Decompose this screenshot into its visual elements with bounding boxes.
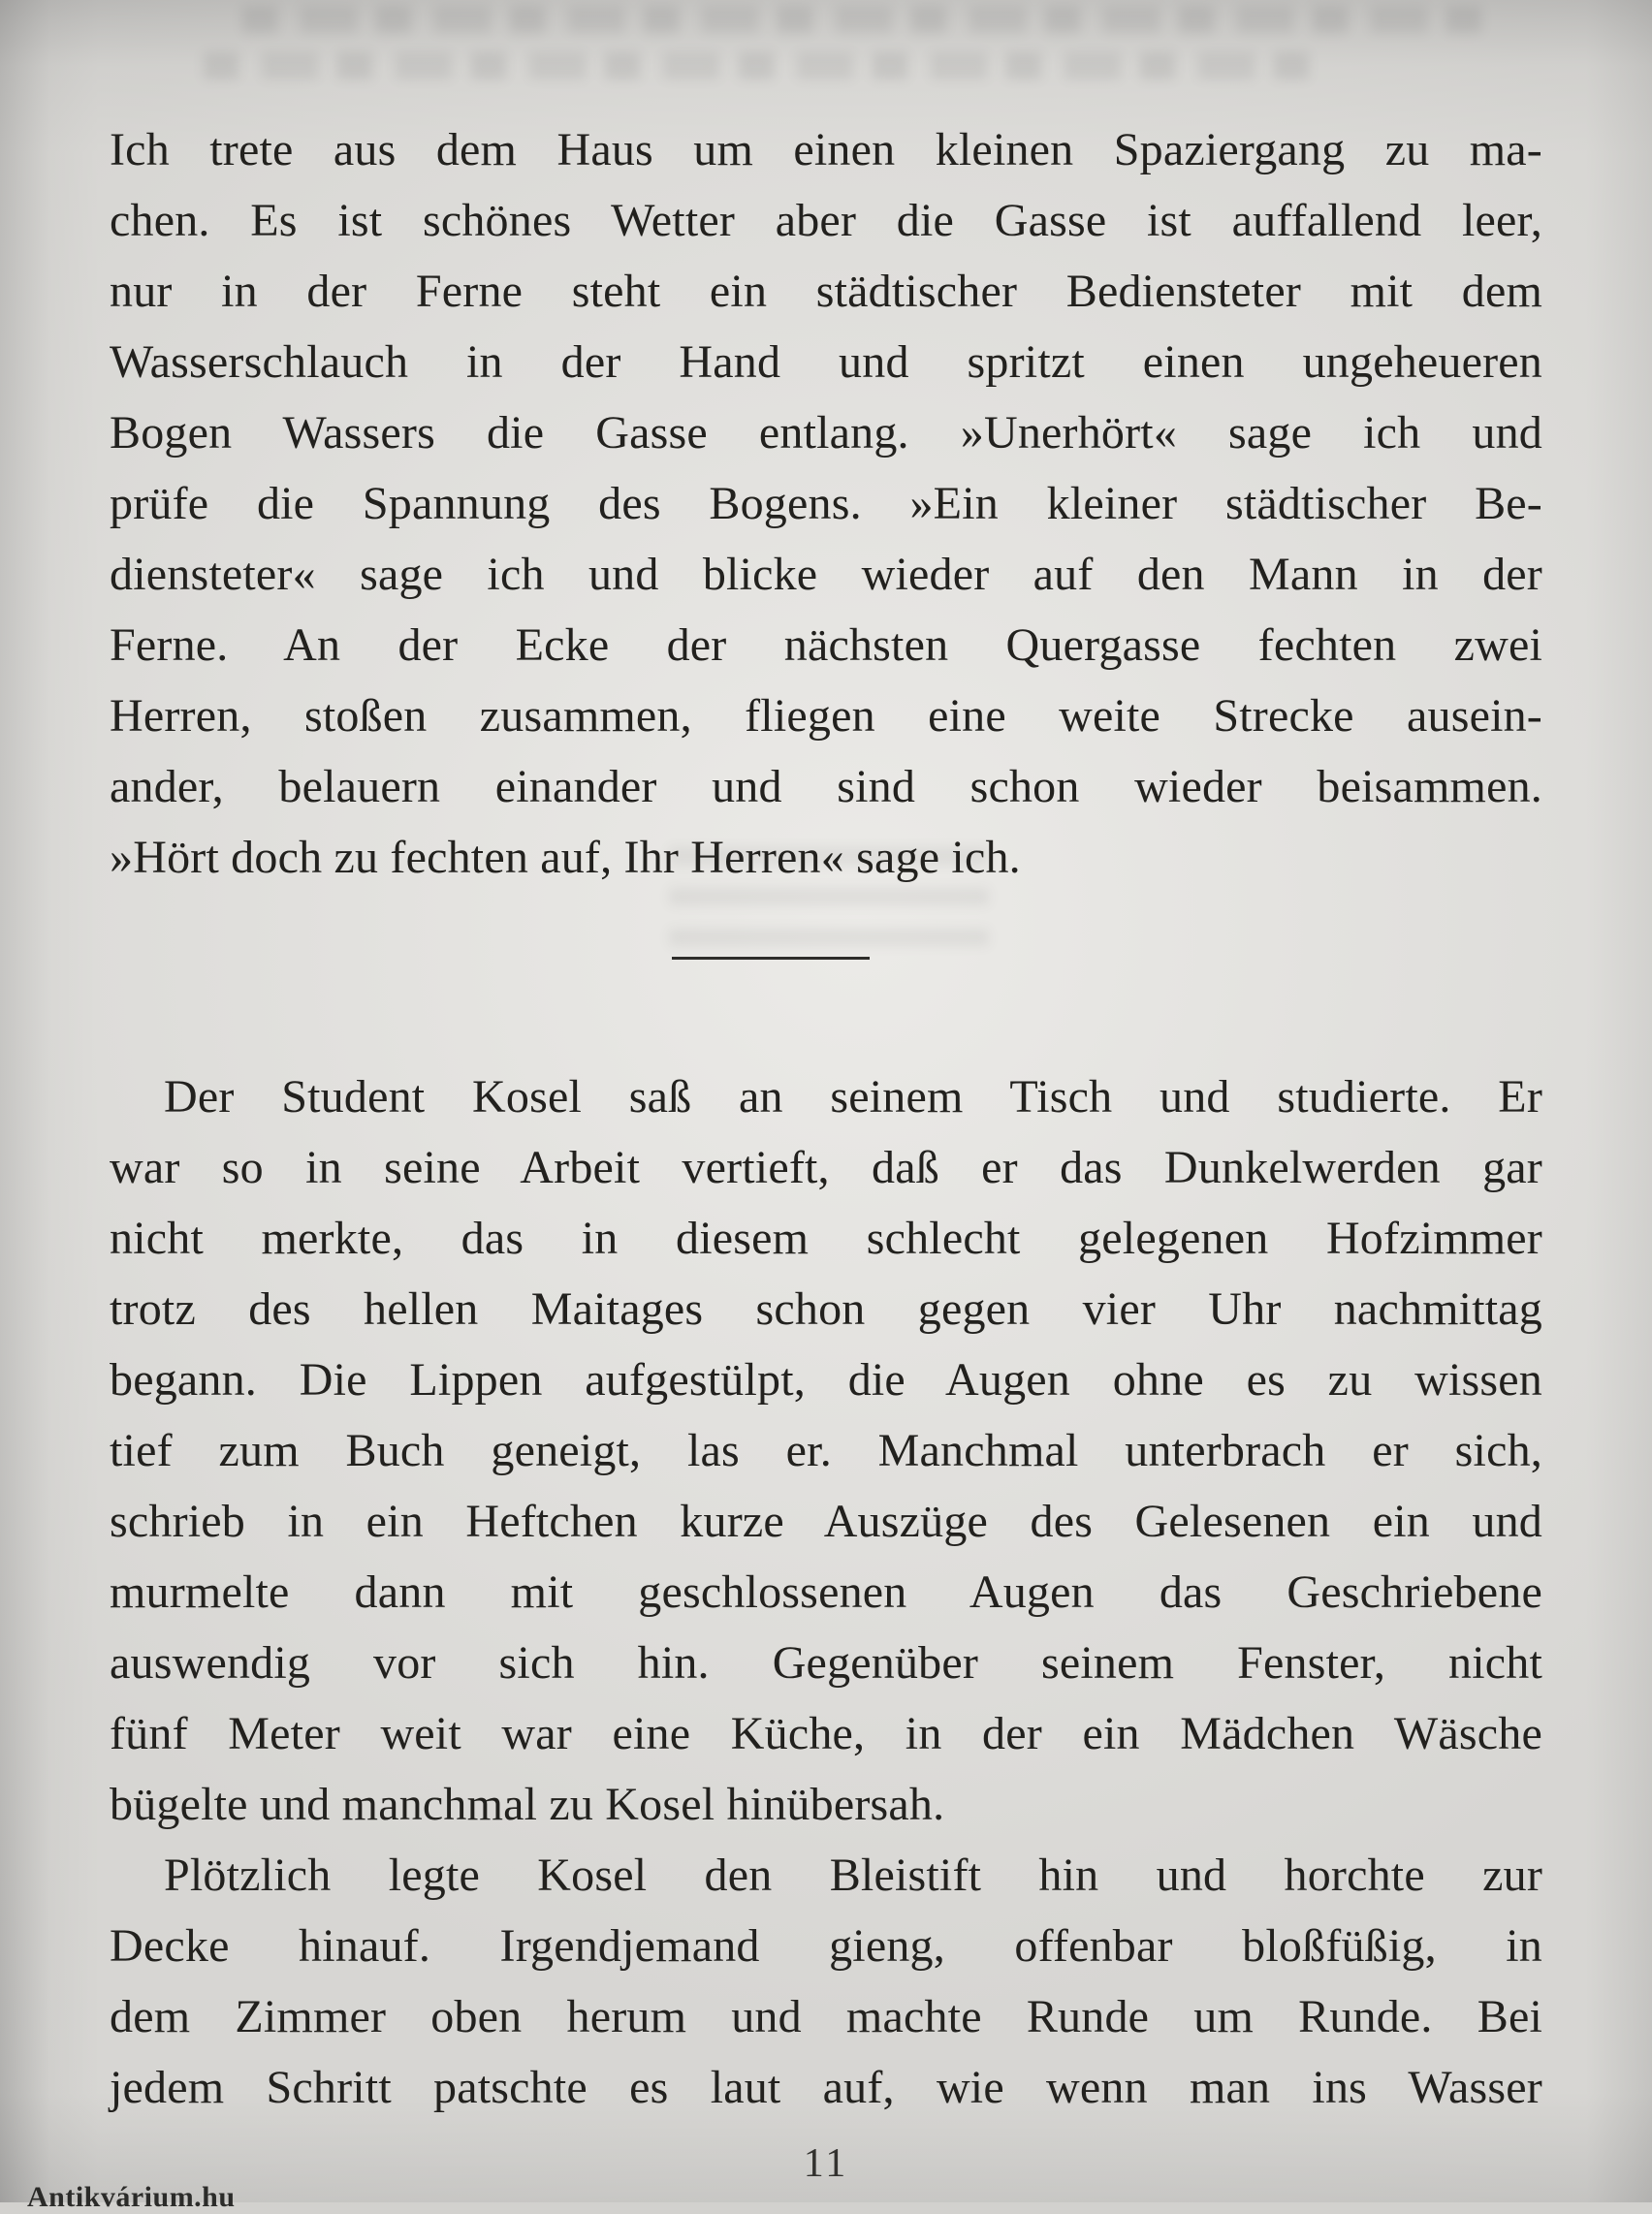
text-line: begann. Die Lippen aufgestülpt, die Augen ohne es zu wissen: [110, 1354, 1542, 1406]
text-line: dem Zimmer oben herum und machte Runde um Runde. Bei: [110, 1991, 1542, 2042]
text-line: Bogen Wassers die Gasse entlang. »Unerhört« sage ich und: [110, 407, 1542, 459]
text-line: nicht merkte, das in diesem schlecht gelegenen Hofzimmer: [110, 1213, 1542, 1264]
text-line: Decke hinauf. Irgendjemand gieng, offenbar bloßfüßig, in: [110, 1920, 1542, 1972]
text-line: »Hört doch zu fechten auf, Ihr Herren« sage ich.: [110, 832, 1021, 883]
text-line: fünf Meter weit war eine Küche, in der ein Mädchen Wäsche: [110, 1708, 1542, 1759]
paragraph: [110, 1061, 1542, 1840]
text-line: Ich trete aus dem Haus um einen kleinen Spaziergang zu ma-: [110, 124, 1542, 175]
section-divider: [672, 957, 870, 960]
text-line: jedem Schritt patschte es laut auf, wie wenn man ins Wasser: [110, 2062, 1542, 2113]
text-line: prüfe die Spannung des Bogens. »Ein kleiner städtischer Be-: [110, 478, 1542, 529]
text-line: trotz des hellen Maitages schon gegen vier Uhr nachmittag: [110, 1283, 1542, 1335]
text-line: murmelte dann mit geschlossenen Augen das Geschriebene: [110, 1566, 1542, 1618]
text-line: Ferne. An der Ecke der nächsten Quergasse fechten zwei: [110, 619, 1542, 671]
paragraph: [110, 114, 1542, 893]
text-line: tief zum Buch geneigt, las er. Manchmal unterbrach er sich,: [110, 1425, 1542, 1476]
bookseller-stamp: Antikvárium.hu: [27, 2181, 236, 2213]
text-line: bügelte und manchmal zu Kosel hinübersah.: [110, 1779, 945, 1830]
text-line: chen. Es ist schönes Wetter aber die Gasse ist auffallend leer,: [110, 195, 1542, 246]
text-line: Herren, stoßen zusammen, fliegen eine weite Strecke ausein-: [110, 690, 1542, 742]
text-line: auswendig vor sich hin. Gegenüber seinem Fenster, nicht: [110, 1637, 1542, 1689]
text-line: schrieb in ein Heftchen kurze Auszüge des Gelesenen ein und: [110, 1496, 1542, 1547]
text-line: war so in seine Arbeit vertieft, daß er das Dunkelwerden gar: [110, 1142, 1542, 1193]
text-block: [110, 114, 1542, 2123]
paragraph: [110, 1840, 1542, 2123]
text-line: Wasserschlauch in der Hand und spritzt einen ungeheueren: [110, 336, 1542, 388]
text-line: diensteter« sage ich und blicke wieder auf den Mann in der: [110, 549, 1542, 600]
text-line: Der Student Kosel saß an seinem Tisch und studierte. Er: [164, 1071, 1542, 1123]
text-line: nur in der Ferne steht ein städtischer Bediensteter mit dem: [110, 266, 1542, 317]
text-line: ander, belauern einander und sind schon wieder beisammen.: [110, 761, 1542, 812]
page-number: 11: [803, 2141, 849, 2186]
text-line: Plötzlich legte Kosel den Bleistift hin und horchte zur: [164, 1850, 1542, 1901]
